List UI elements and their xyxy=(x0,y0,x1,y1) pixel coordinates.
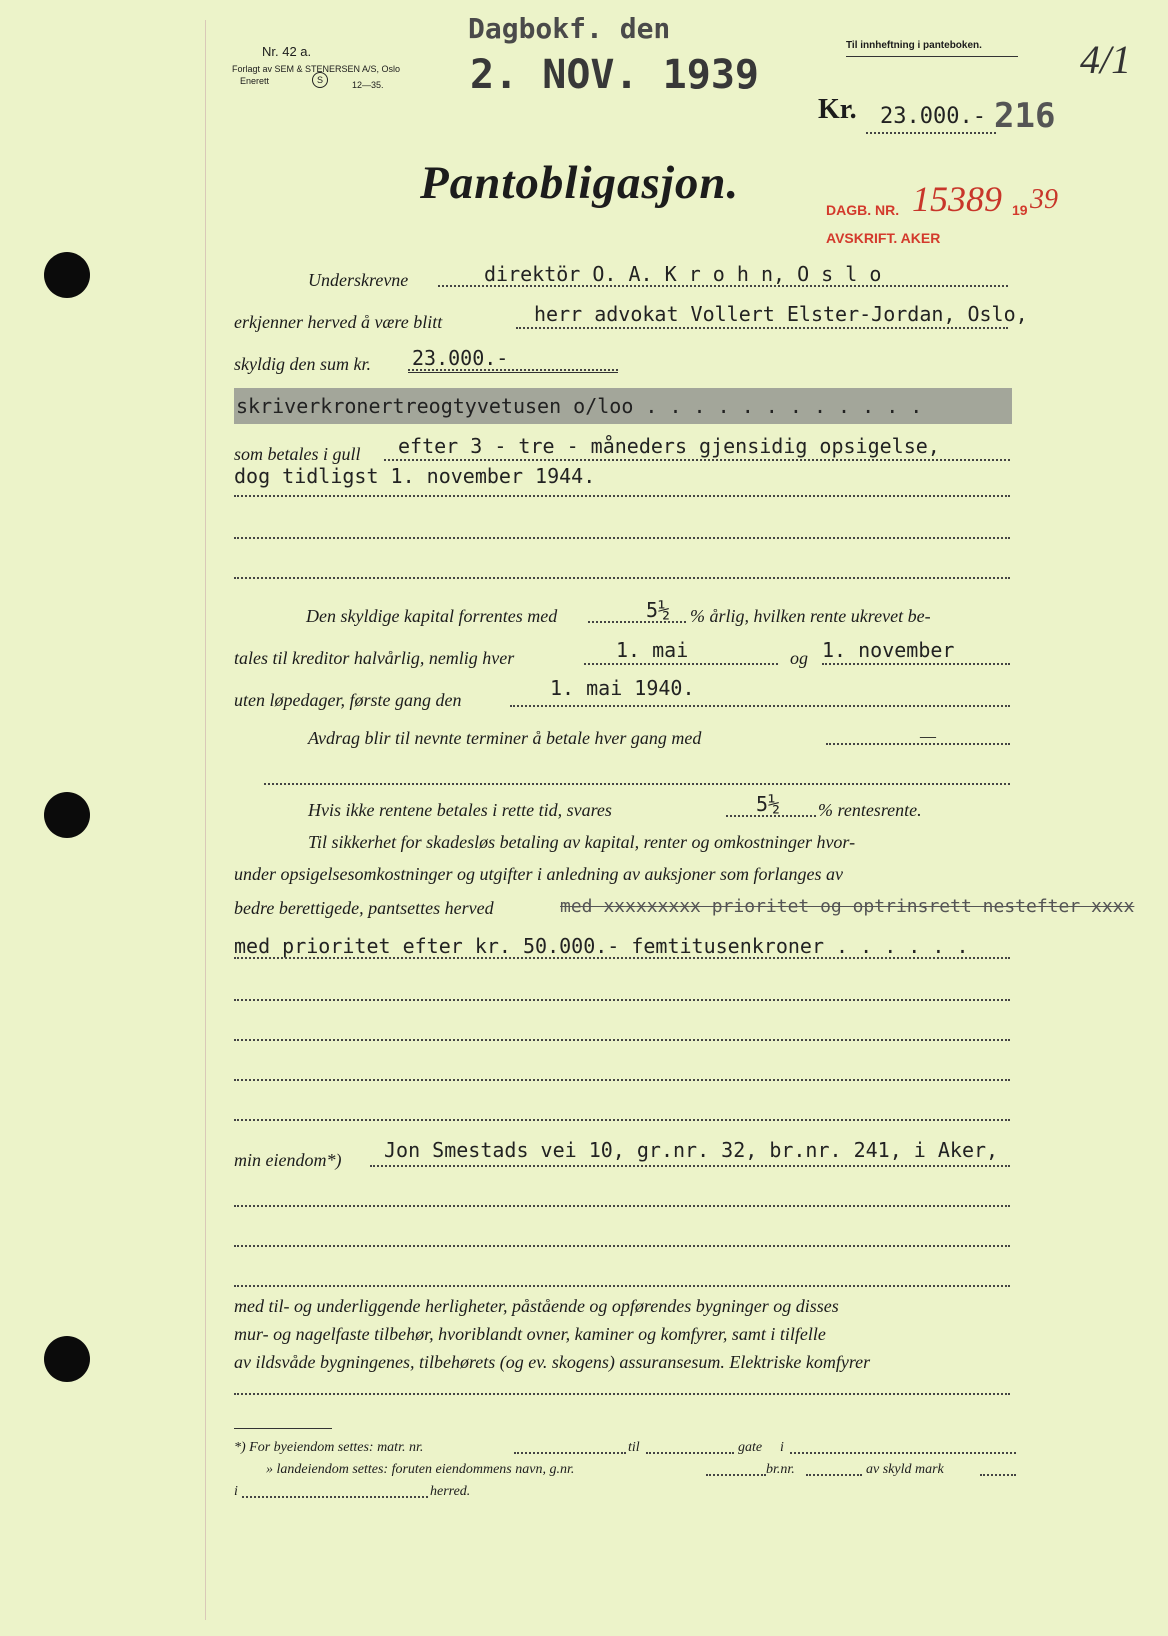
document-title: Pantobligasjon. xyxy=(420,157,740,209)
publisher-logo: S xyxy=(312,72,328,88)
struck-priority-text: med xxxxxxxxx prioritet og optrinsrett nestefter xxxx xyxy=(560,896,1135,917)
gull-label: som betales i gull xyxy=(234,444,361,464)
dagb-nr-value: 15389 xyxy=(912,179,1002,219)
sikkerhet-line3-label: bedre berettigede, pantsettes herved xyxy=(234,898,494,918)
forste-label: uten løpedager, første gang den xyxy=(234,690,462,710)
erkj-value: herr advokat Vollert Elster-Jordan, Oslo, xyxy=(534,302,1028,326)
gull-value-line2: dog tidligst 1. november 1944. xyxy=(234,464,596,488)
blank-line xyxy=(234,495,1010,497)
kapital-rate-line xyxy=(588,621,686,623)
blank-line xyxy=(234,577,1010,579)
form-number: Nr. 42 a. xyxy=(262,44,312,59)
footnote-dots xyxy=(806,1474,862,1476)
kr-amount: 23.000.- xyxy=(880,104,986,129)
erkj-line xyxy=(516,327,1008,329)
folio-number: 216 xyxy=(994,96,1056,136)
page-mark: 4/1 xyxy=(1080,37,1132,82)
halv-date2-line xyxy=(822,663,1010,665)
eiendom-value: Jon Smestads vei 10, gr.nr. 32, br.nr. 241, i Aker, xyxy=(384,1138,999,1162)
publisher-line: Forlagt av SEM & STENERSEN A/S, Oslo xyxy=(232,64,401,74)
sikkerhet-line2: under opsigelsesomkostninger og utgifter i anledning av auksjoner som forlanges av xyxy=(234,864,843,884)
herligheter-line1: med til- og underliggende herligheter, påstående og opførendes bygninger og disses xyxy=(234,1296,839,1316)
footnote-dots xyxy=(646,1452,734,1454)
diary-stamp-label: Dagbokf. den xyxy=(468,12,671,45)
binding-hole xyxy=(44,252,90,298)
forste-value: 1. mai 1940. xyxy=(550,676,695,700)
footnote-dots xyxy=(790,1452,1016,1454)
blank-line xyxy=(234,1119,1010,1121)
kapital-label: Den skyldige kapital forrentes med xyxy=(306,606,558,626)
skyldig-underline xyxy=(408,372,618,373)
halv-og: og xyxy=(790,648,808,668)
binding-hole xyxy=(44,1336,90,1382)
dagb-year-suffix: 39 xyxy=(1030,184,1058,215)
footnote-rule xyxy=(234,1428,332,1429)
hvis-rate: 5½ xyxy=(756,792,781,816)
gull-value: efter 3 - tre - måneders gjensidig opsigelse, xyxy=(398,434,940,458)
kr-label: Kr. xyxy=(818,94,857,125)
footnote-dots xyxy=(980,1474,1016,1476)
blank-line xyxy=(234,999,1010,1001)
publisher-enerett: Enerett xyxy=(240,76,270,86)
dagb-year-prefix: 19 xyxy=(1012,202,1028,218)
prioritet-line xyxy=(234,957,1010,959)
binding-note-underline xyxy=(846,56,1018,57)
blank-line xyxy=(234,1205,1010,1207)
blank-line xyxy=(234,1285,1010,1287)
avdrag-label: Avdrag blir til nevnte terminer å betale hver gang med xyxy=(308,728,702,748)
herligheter-line2: mur- og nagelfaste tilbehør, hvoriblandt ovner, kaminer og komfyrer, samt i tilfelle xyxy=(234,1324,826,1344)
sikkerhet-line1: Til sikkerhet for skadesløs betaling av kapital, renter og omkostninger hvor- xyxy=(308,832,856,852)
dagb-nr-label: DAGB. NR. xyxy=(826,202,900,218)
avdrag-value: — xyxy=(920,726,937,746)
erkj-label: erkjenner herved å være blitt xyxy=(234,312,443,332)
skyldig-value: 23.000.- xyxy=(412,346,509,370)
footnote-line1-a: *) For byeiendom settes: matr. nr. xyxy=(234,1440,424,1455)
forste-line xyxy=(510,705,1010,707)
footnote-dots xyxy=(706,1474,766,1476)
footnote-line1-d: i xyxy=(780,1440,784,1455)
skyldig-label: skyldig den sum kr. xyxy=(234,354,371,374)
kr-amount-line xyxy=(866,132,996,134)
footnote-line1-b: til xyxy=(628,1440,640,1455)
halv-date1-line xyxy=(584,663,778,665)
prioritet-value: med prioritet efter kr. 50.000.- femtitusenkroner . . . . . . xyxy=(234,934,969,958)
blank-line xyxy=(234,1079,1010,1081)
herligheter-line3: av ildsvåde bygningenes, tilbehørets (og ev. skogens) assuransesum. Elektriske komfyrer xyxy=(234,1352,871,1372)
halv-date1: 1. mai xyxy=(616,638,689,662)
footnote-line3-b: herred. xyxy=(430,1484,471,1499)
footnote-line2-b: br.nr. xyxy=(766,1462,795,1477)
diary-stamp-date: 2. NOV. 1939 xyxy=(470,52,759,98)
binding-note: Til innheftning i panteboken. xyxy=(846,40,982,51)
undersk-label: Underskrevne xyxy=(308,270,409,290)
blank-line xyxy=(234,1245,1010,1247)
blank-line xyxy=(234,537,1010,539)
footnote-dots xyxy=(242,1496,428,1498)
footnote-line2-a: » landeiendom settes: foruten eiendommens navn, g.nr. xyxy=(266,1462,575,1477)
eiendom-line xyxy=(370,1165,1010,1167)
halv-label: tales til kreditor halvårlig, nemlig hver xyxy=(234,648,515,668)
amount-in-words: skriverkronertreogtyvetusen o/loo . . . . . . . . . . . . xyxy=(236,394,923,418)
footnote-line3-a: i xyxy=(234,1484,238,1499)
blank-line xyxy=(234,1039,1010,1041)
hvis-label2: % rentesrente. xyxy=(818,800,922,820)
kapital-label2: % årlig, hvilken rente ukrevet be- xyxy=(690,606,931,626)
blank-line xyxy=(264,783,1010,785)
footnote-line2-c: av skyld mark xyxy=(866,1462,944,1477)
publisher-code: 12—35. xyxy=(352,80,384,90)
binding-hole xyxy=(44,792,90,838)
eiendom-label: min eiendom*) xyxy=(234,1150,342,1170)
blank-line xyxy=(234,1393,1010,1395)
kapital-rate: 5½ xyxy=(646,598,671,622)
halv-date2: 1. november xyxy=(822,638,955,662)
margin-line xyxy=(205,20,206,1620)
avdrag-line xyxy=(826,743,1010,745)
avskrift-stamp: AVSKRIFT. AKER xyxy=(826,230,941,246)
gull-line xyxy=(384,459,1010,461)
footnote-line1-c: gate xyxy=(738,1440,763,1455)
undersk-value: direktör O. A. K r o h n, O s l o xyxy=(484,262,882,286)
footnote-dots xyxy=(514,1452,626,1454)
hvis-label: Hvis ikke rentene betales i rette tid, svares xyxy=(308,800,612,820)
